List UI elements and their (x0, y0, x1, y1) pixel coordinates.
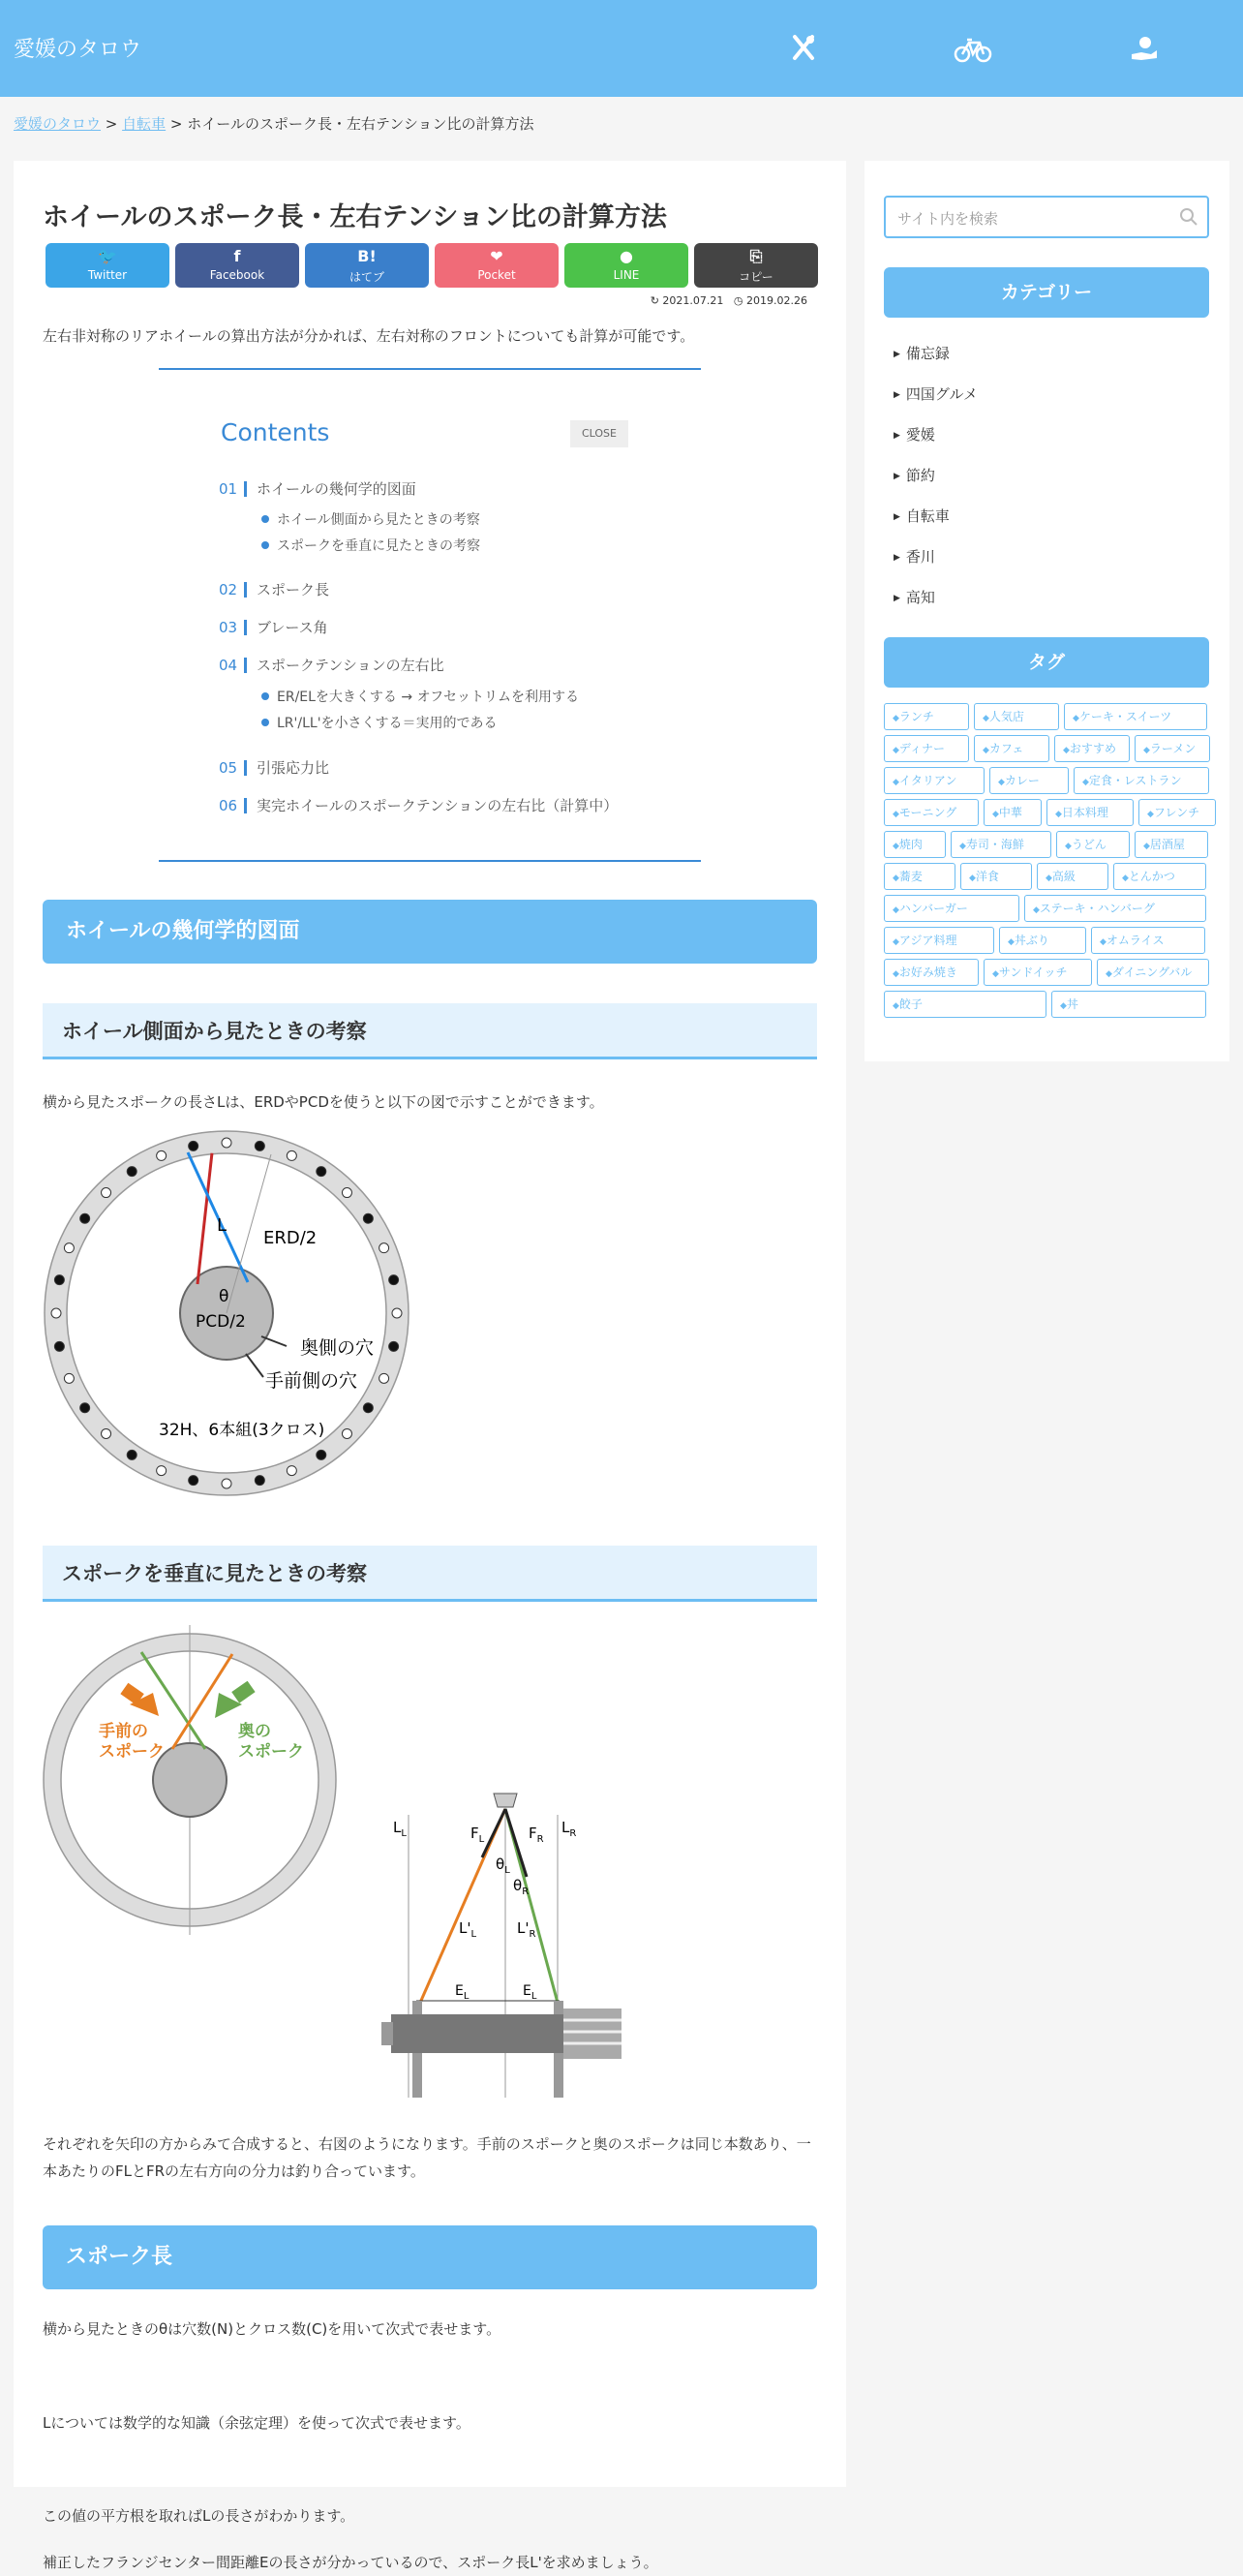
fig3-label-EL: $E_L$ (455, 1983, 470, 2002)
toc-label: スポークテンションの左右比 (257, 657, 444, 674)
fig2-label-back-spoke: スポーク (238, 1742, 304, 1762)
tag-link[interactable]: ◆ ラーメン (1135, 735, 1210, 762)
share-facebook-button[interactable] (175, 243, 299, 288)
toc-label: ブレース角 (257, 619, 328, 636)
tag-link[interactable]: ◆ 定食・レストラン (1074, 767, 1209, 794)
toc-subitem[interactable]: ホイール側面から見たときの考察 (261, 509, 480, 529)
updated-date: 2021.07.21 (662, 294, 724, 307)
paragraph: Lについては数学的な知識（余弦定理）を使って次式で表せます。 (43, 2414, 470, 2432)
section-heading: スポーク長 (43, 2225, 817, 2289)
fig1-label-front-hole: 手前側の穴 (265, 1370, 358, 1392)
article-lead: 左右非対称のリアホイールの算出方法が分かれば、左右対称のフロントについても計算が可能です。 (43, 327, 695, 345)
tag-link[interactable]: ◆ ハンバーガー (884, 895, 1019, 922)
breadcrumb-separator: > (101, 115, 123, 133)
toc-num: 04 (219, 657, 238, 674)
sidebar (864, 161, 1229, 1061)
toc-label: 引張応力比 (257, 759, 330, 777)
tag-link[interactable]: ◆ 高級 (1037, 863, 1108, 890)
fig1-label-back-hole: 奥側の穴 (300, 1337, 375, 1359)
tag-link[interactable]: ◆ 居酒屋 (1135, 831, 1208, 858)
tag-link[interactable]: ◆ 寿司・海鮮 (951, 831, 1051, 858)
toc-label: 実完ホイールのスポークテンションの左右比（計算中） (257, 797, 619, 814)
toc-title: Contents (221, 418, 330, 446)
wheel-perpendicular-figure (43, 1625, 343, 1935)
toc-label: スポーク長 (257, 581, 330, 598)
fig2-label-front-spoke: スポーク (99, 1742, 165, 1762)
paragraph: 横から見たときのθは穴数(N)とクロス数(C)を用いて次式で表せます。 (43, 2320, 501, 2338)
toc-close-button[interactable]: CLOSE (570, 420, 628, 447)
share-label: Pocket (477, 268, 516, 282)
tag-link[interactable]: ◆ カフェ (974, 735, 1049, 762)
share-buttons (45, 243, 820, 288)
category-link[interactable]: ▶ 愛媛 (894, 424, 935, 445)
fig3-label-FL: $F_L$ (470, 1825, 485, 1845)
fig3-label-L1R: $L'_R$ (517, 1919, 536, 1940)
tag-link[interactable]: ◆ 餃子 (884, 991, 1046, 1018)
article-main (14, 161, 846, 2571)
share-twitter-button[interactable] (45, 243, 169, 288)
paragraph: 補正したフランジセンター間距離Eの長さが分かっているので、スポーク長L'を求めましょう。 (43, 2554, 658, 2571)
tag-link[interactable]: ◆ モーニング (884, 799, 979, 826)
toc-item[interactable] (219, 757, 329, 778)
tag-link[interactable]: ◆ 人気店 (974, 703, 1059, 730)
site-header (0, 0, 1243, 97)
toc-label: ホイールの幾何学的図面 (257, 480, 416, 498)
toc-item[interactable] (219, 795, 618, 815)
share-pocket-button[interactable] (435, 243, 559, 288)
fig1-label-theta: θ (219, 1287, 229, 1306)
tag-link[interactable]: ◆ 丼 (1051, 991, 1206, 1018)
tag-link[interactable]: ◆ うどん (1056, 831, 1130, 858)
toc-num: 02 (219, 581, 238, 598)
toc-subitem[interactable]: ER/ELを大きくする → オフセットリムを利用する (261, 687, 579, 706)
site-title[interactable]: 愛媛のタロウ (14, 38, 142, 62)
toc-num: 01 (219, 480, 238, 498)
category-link[interactable]: ▶ 備忘録 (894, 343, 950, 363)
share-label: コピー (739, 270, 773, 284)
tag-widget-title: タグ (884, 637, 1209, 688)
tag-link[interactable]: ◆ ダイニングバル (1097, 959, 1209, 986)
tag-link[interactable]: ◆ 日本料理 (1046, 799, 1134, 826)
bicycle-icon[interactable] (954, 33, 992, 66)
toc-subitem[interactable]: LR'/LL'を小さくする＝実用的である (261, 713, 498, 732)
copy-icon: ⎘ (749, 247, 763, 265)
wheel-side-view-figure (43, 1129, 410, 1497)
hub-force-figure (362, 1778, 633, 2107)
tag-link[interactable]: ◆ 丼ぶり (999, 927, 1086, 954)
share-label: Twitter (87, 268, 128, 282)
paragraph: 横から見たスポークの長さLは、ERDやPCDを使うと以下の図で示すことができます。 (43, 1093, 604, 1111)
cutlery-icon[interactable] (787, 33, 820, 66)
share-line-button[interactable] (564, 243, 688, 288)
category-link[interactable]: ▶ 四国グルメ (894, 383, 978, 404)
tag-link[interactable]: ◆ カレー (989, 767, 1069, 794)
update-icon: ↻ (650, 294, 663, 307)
search-input[interactable] (884, 196, 1209, 238)
fig3-label-LL: $L_L$ (393, 1819, 407, 1839)
toc-item[interactable] (219, 478, 416, 499)
tag-link[interactable]: ◆ フレンチ (1138, 799, 1216, 826)
share-label: Facebook (209, 268, 265, 282)
toc-item[interactable] (219, 617, 328, 637)
article-title: ホイールのスポーク長・左右テンション比の計算方法 (43, 202, 667, 232)
tag-link[interactable]: ◆ ディナー (884, 735, 969, 762)
pocket-icon: ❤ (490, 247, 503, 265)
fig2-label-front: 手前の (99, 1722, 148, 1741)
hand-coin-icon[interactable] (1128, 33, 1161, 66)
tag-link[interactable]: ◆ オムライス (1091, 927, 1205, 954)
search-placeholder: サイト内を検索 (897, 210, 998, 228)
fig1-label-pcd: PCD/2 (196, 1312, 246, 1332)
fig2-label-back: 奥の (238, 1722, 271, 1741)
tag-link[interactable]: ◆ ケーキ・スイーツ (1064, 703, 1207, 730)
fig1-label-L: L (217, 1215, 227, 1236)
fig3-label-L1L: $L'_L$ (459, 1919, 477, 1940)
breadcrumb (14, 113, 534, 134)
fig1-label-erd: ERD/2 (263, 1228, 318, 1248)
fig3-label-EL2: $E_L$ (523, 1983, 537, 2002)
breadcrumb-separator: > (166, 115, 188, 133)
tag-link[interactable]: ◆ お好み焼き (884, 959, 979, 986)
facebook-icon: f (233, 247, 241, 265)
paragraph: それぞれを矢印の方からみて合成すると、右図のようになります。手前のスポークと奥のスポークは同じ本数あり、一本あたりのFLとFRの左右方向の分力は釣り合っています。 (43, 2135, 811, 2180)
toc-item[interactable] (219, 579, 329, 599)
category-widget-title: カテゴリー (884, 267, 1209, 318)
category-link[interactable]: ▶ 節約 (894, 465, 935, 485)
tag-link[interactable]: ◆ 焼肉 (884, 831, 946, 858)
category-link[interactable]: ▶ 自転車 (894, 506, 950, 526)
section-heading: ホイールの幾何学的図面 (43, 900, 817, 964)
toc-subitem[interactable]: スポークを垂直に見たときの考察 (261, 536, 480, 555)
category-link[interactable]: ▶ 香川 (894, 546, 935, 567)
tag-link[interactable]: ◆ ランチ (884, 703, 969, 730)
search-icon[interactable] (1178, 206, 1199, 228)
toc-num: 03 (219, 619, 238, 636)
tag-link[interactable]: ◆ サンドイッチ (984, 959, 1092, 986)
paragraph: この値の平方根を取ればLの長さがわかります。 (43, 2507, 355, 2525)
clock-icon: ◷ (733, 294, 747, 307)
tag-link[interactable]: ◆ とんかつ (1113, 863, 1206, 890)
tag-link[interactable]: ◆ アジア料理 (884, 927, 994, 954)
fig3-label-thetaR: $\theta_R$ (513, 1877, 530, 1897)
breadcrumb-home-link[interactable]: 愛媛のタロウ (14, 115, 102, 133)
tag-link[interactable]: ◆ イタリアン (884, 767, 985, 794)
published-date: 2019.02.26 (746, 294, 807, 307)
toc-num: 05 (219, 759, 238, 777)
fig1-label-spec: 32H、6本組(3クロス) (159, 1421, 325, 1440)
fig3-label-thetaL: $\theta_L$ (496, 1855, 510, 1876)
toc-item[interactable] (219, 655, 444, 675)
subsection-heading: ホイール側面から見たときの考察 (43, 1003, 817, 1059)
subsection-heading: スポークを垂直に見たときの考察 (43, 1546, 817, 1602)
breadcrumb-category-link[interactable]: 自転車 (122, 115, 167, 133)
share-label: はてブ (349, 270, 384, 284)
table-of-contents (159, 368, 701, 862)
category-link[interactable]: ▶ 高知 (894, 587, 935, 607)
tag-link[interactable]: ◆ ステーキ・ハンバーグ (1024, 895, 1206, 922)
article-dates (651, 294, 807, 307)
toc-num: 06 (219, 797, 238, 814)
hatena-icon: B! (357, 247, 377, 265)
twitter-icon: 🐦 (98, 247, 117, 265)
share-label: LINE (613, 268, 640, 282)
fig3-label-FR: $F_R$ (529, 1825, 544, 1845)
share-hatena-button[interactable] (305, 243, 429, 288)
tag-link[interactable]: ◆ 中華 (984, 799, 1042, 826)
share-copy-button[interactable] (694, 243, 818, 288)
tag-link[interactable]: ◆ おすすめ (1054, 735, 1130, 762)
line-icon: ● (620, 247, 633, 265)
tag-link[interactable]: ◆ 洋食 (960, 863, 1032, 890)
fig3-label-LR: $L_R$ (561, 1819, 577, 1839)
tag-link[interactable]: ◆ 蕎麦 (884, 863, 955, 890)
breadcrumb-current: ホイールのスポーク長・左右テンション比の計算方法 (187, 115, 534, 133)
